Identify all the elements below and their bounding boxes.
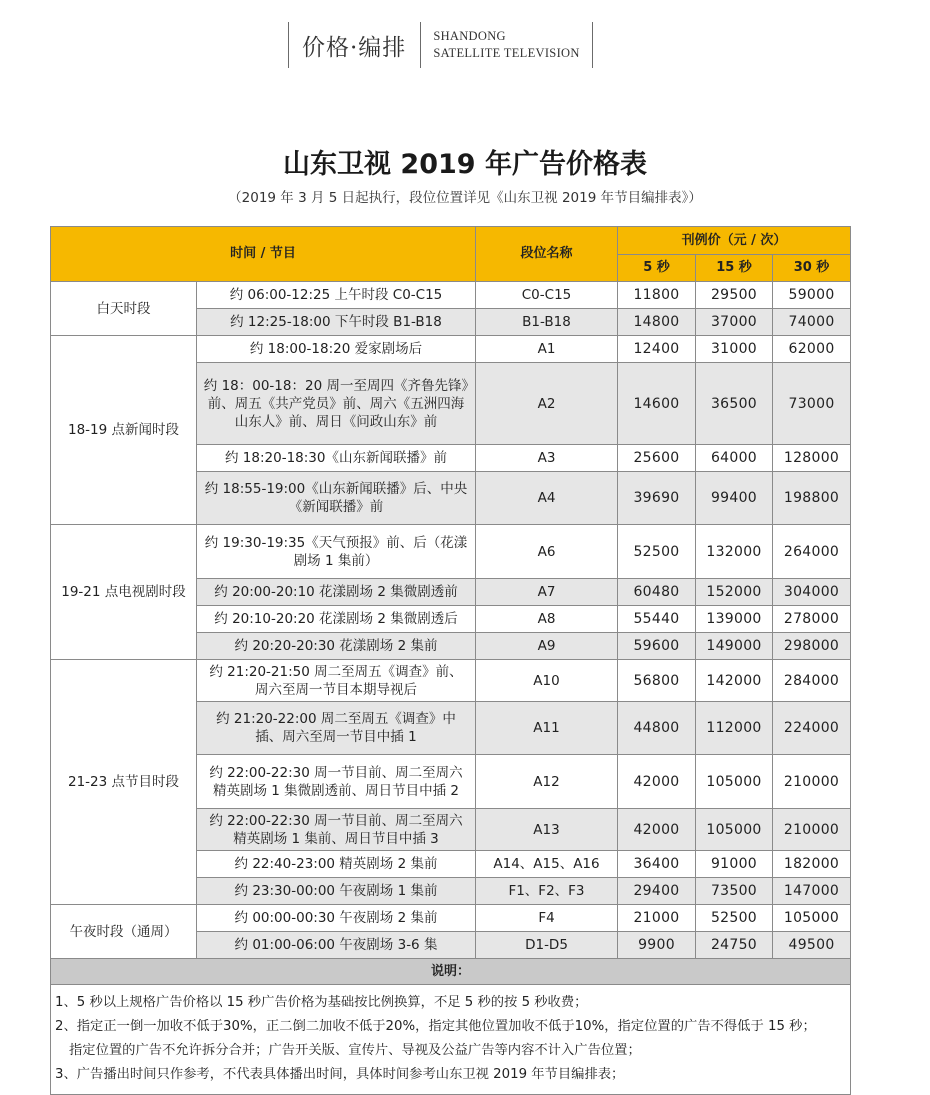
price-5s: 44800 xyxy=(618,702,696,755)
row-time: 约 20:00-20:10 花漾剧场 2 集微剧透前 xyxy=(197,579,476,606)
table-row xyxy=(51,282,851,309)
brand-cn-text: 价格·编排 xyxy=(302,34,407,61)
row-segment: A14、A15、A16 xyxy=(476,851,618,878)
row-time: 约 12:25-18:00 下午时段 B1-B18 xyxy=(197,309,476,336)
price-30s: 74000 xyxy=(773,309,851,336)
row-time: 约 20:20-20:30 花漾剧场 2 集前 xyxy=(197,633,476,660)
price-15s: 52500 xyxy=(696,905,773,932)
price-15s: 31000 xyxy=(696,336,773,363)
price-30s: 128000 xyxy=(773,445,851,472)
price-15s: 139000 xyxy=(696,606,773,633)
price-5s: 59600 xyxy=(618,633,696,660)
price-5s: 29400 xyxy=(618,878,696,905)
group-label: 19-21 点电视剧时段 xyxy=(51,525,197,660)
page-subtitle: （2019 年 3 月 5 日起执行，段位位置详见《山东卫视 2019 年节目编排表》） xyxy=(228,190,702,206)
price-5s: 39690 xyxy=(618,472,696,525)
price-30s: 62000 xyxy=(773,336,851,363)
price-30s: 49500 xyxy=(773,932,851,959)
row-time: 约 18：00-18：20 周一至周四《齐鲁先锋》前、周五《共产党员》前、周六《五洲四海山东人》前、周日《问政山东》前 xyxy=(197,363,476,445)
price-15s: 64000 xyxy=(696,445,773,472)
price-15s: 112000 xyxy=(696,702,773,755)
price-30s: 59000 xyxy=(773,282,851,309)
price-5s: 42000 xyxy=(618,809,696,851)
brand-en-text xyxy=(421,28,591,62)
price-15s: 37000 xyxy=(696,309,773,336)
row-time: 约 21:20-21:50 周二至周五《调查》前、周六至周一节目本期导视后 xyxy=(197,660,476,702)
row-segment: A6 xyxy=(476,525,618,579)
brand-en-line1: SHANDONG xyxy=(433,29,506,43)
price-5s: 21000 xyxy=(618,905,696,932)
price-30s: 198800 xyxy=(773,472,851,525)
price-15s: 142000 xyxy=(696,660,773,702)
price-15s: 105000 xyxy=(696,809,773,851)
price-15s: 149000 xyxy=(696,633,773,660)
price-15s: 91000 xyxy=(696,851,773,878)
price-15s: 132000 xyxy=(696,525,773,579)
header-15s: 15 秒 xyxy=(696,255,773,282)
price-30s: 264000 xyxy=(773,525,851,579)
row-segment: A3 xyxy=(476,445,618,472)
row-segment: A2 xyxy=(476,363,618,445)
row-segment: B1-B18 xyxy=(476,309,618,336)
price-30s: 210000 xyxy=(773,755,851,809)
row-time: 约 19:30-19:35《天气预报》前、后（花漾剧场 1 集前） xyxy=(197,525,476,579)
price-30s: 304000 xyxy=(773,579,851,606)
price-15s: 24750 xyxy=(696,932,773,959)
table-row xyxy=(51,336,851,363)
price-15s: 73500 xyxy=(696,878,773,905)
header-segment: 段位名称 xyxy=(476,227,618,282)
table-row xyxy=(51,525,851,579)
notes-title: 说明： xyxy=(51,959,851,985)
row-segment: F4 xyxy=(476,905,618,932)
price-30s: 73000 xyxy=(773,363,851,445)
header-price: 刊例价（元 / 次） xyxy=(618,227,851,255)
note-line-2: 2、指定正一倒一加收不低于30%，正二倒二加收不低于20%，指定其他位置加收不低于10%，指定位置的广告不得低于 15 秒； xyxy=(55,1019,816,1034)
row-time: 约 01:00-06:00 午夜剧场 3-6 集 xyxy=(197,932,476,959)
price-5s: 25600 xyxy=(618,445,696,472)
price-30s: 224000 xyxy=(773,702,851,755)
row-segment: A12 xyxy=(476,755,618,809)
row-time: 约 18:00-18:20 爱家剧场后 xyxy=(197,336,476,363)
price-5s: 60480 xyxy=(618,579,696,606)
group-label: 18-19 点新闻时段 xyxy=(51,336,197,525)
price-15s: 99400 xyxy=(696,472,773,525)
row-segment: A8 xyxy=(476,606,618,633)
group-label: 21-23 点节目时段 xyxy=(51,660,197,905)
price-30s: 210000 xyxy=(773,809,851,851)
price-5s: 36400 xyxy=(618,851,696,878)
header-30s: 30 秒 xyxy=(773,255,851,282)
note-line-1: 1、5 秒以上规格广告价格以 15 秒广告价格为基础按比例换算，不足 5 秒的按 5 秒收费； xyxy=(55,995,588,1010)
header-5s: 5 秒 xyxy=(618,255,696,282)
price-5s: 42000 xyxy=(618,755,696,809)
price-5s: 14600 xyxy=(618,363,696,445)
group-label: 白天时段 xyxy=(51,282,197,336)
notes-body xyxy=(51,985,851,1095)
price-5s: 56800 xyxy=(618,660,696,702)
row-segment: A11 xyxy=(476,702,618,755)
row-time: 约 20:10-20:20 花漾剧场 2 集微剧透后 xyxy=(197,606,476,633)
row-time: 约 18:55-19:00《山东新闻联播》后、中央《新闻联播》前 xyxy=(197,472,476,525)
price-15s: 152000 xyxy=(696,579,773,606)
row-time: 约 18:20-18:30《山东新闻联播》前 xyxy=(197,445,476,472)
table-row xyxy=(51,905,851,932)
notes-title-row xyxy=(51,959,851,985)
row-segment: C0-C15 xyxy=(476,282,618,309)
price-30s: 105000 xyxy=(773,905,851,932)
price-15s: 29500 xyxy=(696,282,773,309)
row-time: 约 06:00-12:25 上午时段 C0-C15 xyxy=(197,282,476,309)
notes-body-row xyxy=(51,985,851,1095)
price-30s: 278000 xyxy=(773,606,851,633)
price-30s: 298000 xyxy=(773,633,851,660)
row-segment: F1、F2、F3 xyxy=(476,878,618,905)
brand-en-line2: SATELLITE TELEVISION xyxy=(433,46,580,60)
price-30s: 147000 xyxy=(773,878,851,905)
row-time: 约 22:40-23:00 精英剧场 2 集前 xyxy=(197,851,476,878)
price-5s: 11800 xyxy=(618,282,696,309)
group-label: 午夜时段（通周） xyxy=(51,905,197,959)
note-line-3: 3、广告播出时间只作参考，不代表具体播出时间，具体时间参考山东卫视 2019 年节目编排表； xyxy=(55,1067,625,1082)
row-segment: A9 xyxy=(476,633,618,660)
row-segment: A10 xyxy=(476,660,618,702)
row-time: 约 00:00-00:30 午夜剧场 2 集前 xyxy=(197,905,476,932)
note-line-2-cont: 指定位置的广告不允许拆分合并；广告开关版、宣传片、导视及公益广告等内容不计入广告位置； xyxy=(69,1043,641,1058)
table-row xyxy=(51,660,851,702)
price-5s: 12400 xyxy=(618,336,696,363)
row-time: 约 22:00-22:30 周一节目前、周二至周六精英剧场 1 集微剧透前、周日节目中插 2 xyxy=(197,755,476,809)
price-5s: 14800 xyxy=(618,309,696,336)
row-time: 约 22:00-22:30 周一节目前、周二至周六精英剧场 1 集前、周日节目中插 3 xyxy=(197,809,476,851)
row-segment: A4 xyxy=(476,472,618,525)
header-row xyxy=(51,227,851,255)
price-table xyxy=(50,226,851,1095)
price-15s: 105000 xyxy=(696,755,773,809)
price-30s: 182000 xyxy=(773,851,851,878)
row-segment: A13 xyxy=(476,809,618,851)
row-segment: A1 xyxy=(476,336,618,363)
price-30s: 284000 xyxy=(773,660,851,702)
header-time: 时间 / 节目 xyxy=(51,227,476,282)
row-segment: A7 xyxy=(476,579,618,606)
price-5s: 9900 xyxy=(618,932,696,959)
price-5s: 52500 xyxy=(618,525,696,579)
row-segment: D1-D5 xyxy=(476,932,618,959)
row-time: 约 23:30-00:00 午夜剧场 1 集前 xyxy=(197,878,476,905)
price-15s: 36500 xyxy=(696,363,773,445)
page-title: 山东卫视 2019 年广告价格表 xyxy=(283,149,647,180)
row-time: 约 21:20-22:00 周二至周五《调查》中插、周六至周一节目中插 1 xyxy=(197,702,476,755)
brand-header xyxy=(288,22,593,68)
price-5s: 55440 xyxy=(618,606,696,633)
brand-divider-right xyxy=(592,22,593,68)
